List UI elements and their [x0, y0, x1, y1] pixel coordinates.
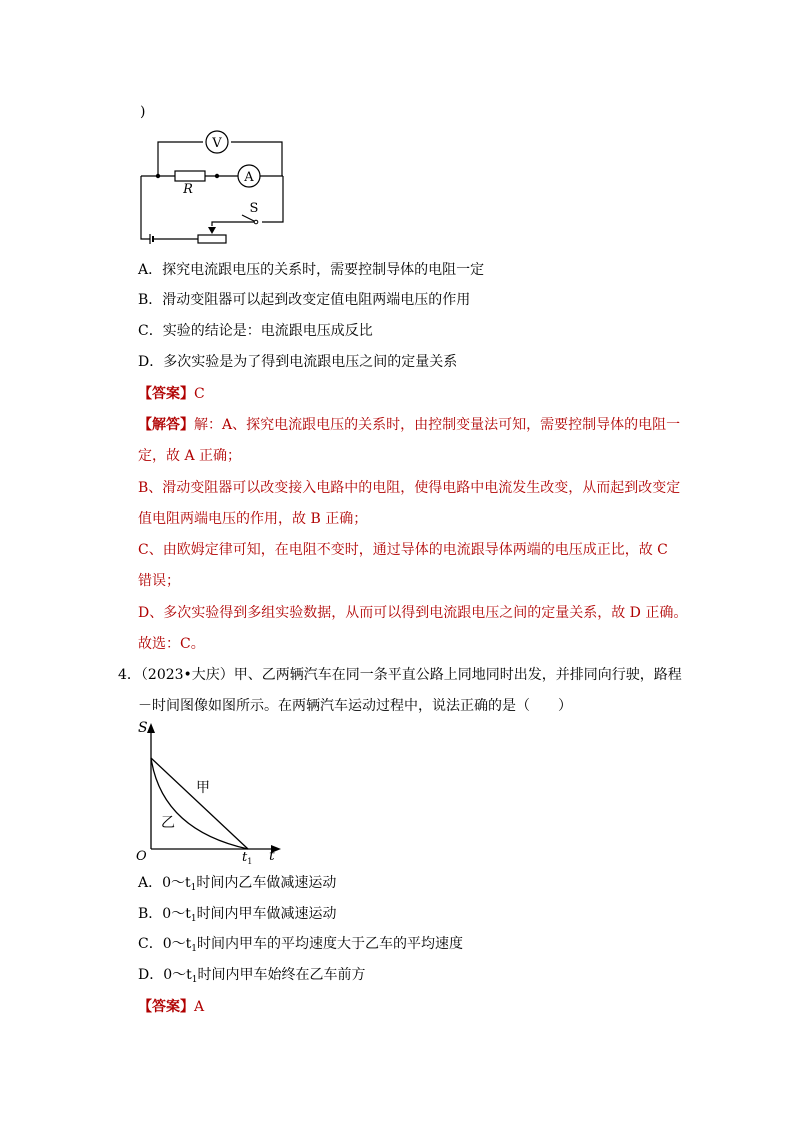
q4-answer [138, 998, 204, 1016]
q4-option-d-sub: 1 [191, 975, 198, 985]
y-axis-label: S [138, 720, 148, 736]
q4-stem-line-1: 4．（2023•大庆）甲、乙两辆汽车在同一条平直公路上同地同时出发，并排同向行驶，路程 [118, 667, 682, 683]
q4-option-c [138, 935, 463, 958]
q4-stem-line-2: －时间图像如图所示。在两辆汽车运动过程中，说法正确的是（ ） [138, 698, 572, 714]
curve-jia [151, 758, 248, 849]
ammeter-label: A [244, 170, 254, 185]
t1-label: $t_1$ [242, 850, 253, 866]
label-jia: 甲 [196, 780, 210, 796]
origin-label: O [136, 849, 147, 864]
q4-option-b-suffix: 时间内甲车做减速运动 [196, 906, 337, 922]
analysis-line-5: C、由欧姆定律可知，在电阻不变时，通过导体的电流跟导体两端的电压成正比，故 C [138, 542, 668, 558]
q4-answer-label: 【答案】 [138, 999, 194, 1015]
q4-option-b [138, 905, 337, 928]
resistor [175, 171, 205, 181]
voltmeter-label: V [212, 136, 222, 151]
q4-option-d-prefix: D．0～t [138, 967, 192, 983]
q3-option-b: B．滑动变阻器可以起到改变定值电阻两端电压的作用 [138, 292, 471, 308]
answer-label: 【答案】 [138, 386, 194, 402]
q4-option-a-suffix: 时间内乙车做减速运动 [196, 875, 337, 891]
q4-answer-value: A [194, 999, 205, 1015]
analysis-text-1: 解：A、探究电流跟电压的关系时，由控制变量法可知，需要控制导体的电阻一 [194, 417, 681, 433]
q3-answer [138, 385, 205, 403]
analysis-line-4: 值电阻两端电压的作用，故 B 正确； [138, 511, 368, 527]
q4-option-c-sub: 1 [191, 944, 197, 954]
label-yi: 乙 [161, 815, 175, 831]
analysis-line-6: 错误； [138, 573, 180, 589]
analysis-line-7: D、多次实验得到多组实验数据，从而可以得到电流跟电压之间的定量关系，故 D 正确。 [138, 605, 688, 621]
switch-label: S [249, 201, 259, 216]
q3-option-c: C．实验的结论是：电流跟电压成反比 [138, 323, 373, 339]
x-axis-label: t [269, 848, 275, 864]
analysis-line-1 [138, 416, 680, 434]
q4-option-a [138, 874, 336, 897]
q4-option-d [138, 966, 366, 989]
q4-option-b-sub: 1 [190, 914, 197, 924]
answer-value: C [194, 386, 205, 402]
analysis-line-3: B、滑动变阻器可以改变接入电路中的电阻，使得电路中电流发生改变，从而起到改变定 [138, 480, 681, 496]
q4-option-d-suffix: 时间内甲车始终在乙车前方 [197, 967, 366, 983]
analysis-line-8: 故选：C。 [138, 636, 205, 652]
q3-option-d: D．多次实验是为了得到电流跟电压之间的定量关系 [138, 354, 458, 370]
q4-option-a-sub: 1 [190, 883, 197, 893]
analysis-line-2: 定，故 A 正确； [138, 448, 242, 464]
analysis-label: 【解答】 [138, 417, 194, 433]
circuit-diagram [130, 124, 300, 249]
q4-option-a-prefix: A．0～t [138, 875, 191, 891]
q4-option-c-suffix: 时间内甲车的平均速度大于乙车的平均速度 [196, 936, 463, 952]
q4-option-c-prefix: C．0～t [138, 936, 192, 952]
distance-time-graph [130, 718, 290, 868]
resistor-label: R [183, 182, 193, 197]
q4-option-b-prefix: B．0～t [138, 906, 191, 922]
q3-option-a: A．探究电流跟电压的关系时，需要控制导体的电阻一定 [138, 262, 485, 278]
stem-tail: ) [140, 104, 146, 120]
